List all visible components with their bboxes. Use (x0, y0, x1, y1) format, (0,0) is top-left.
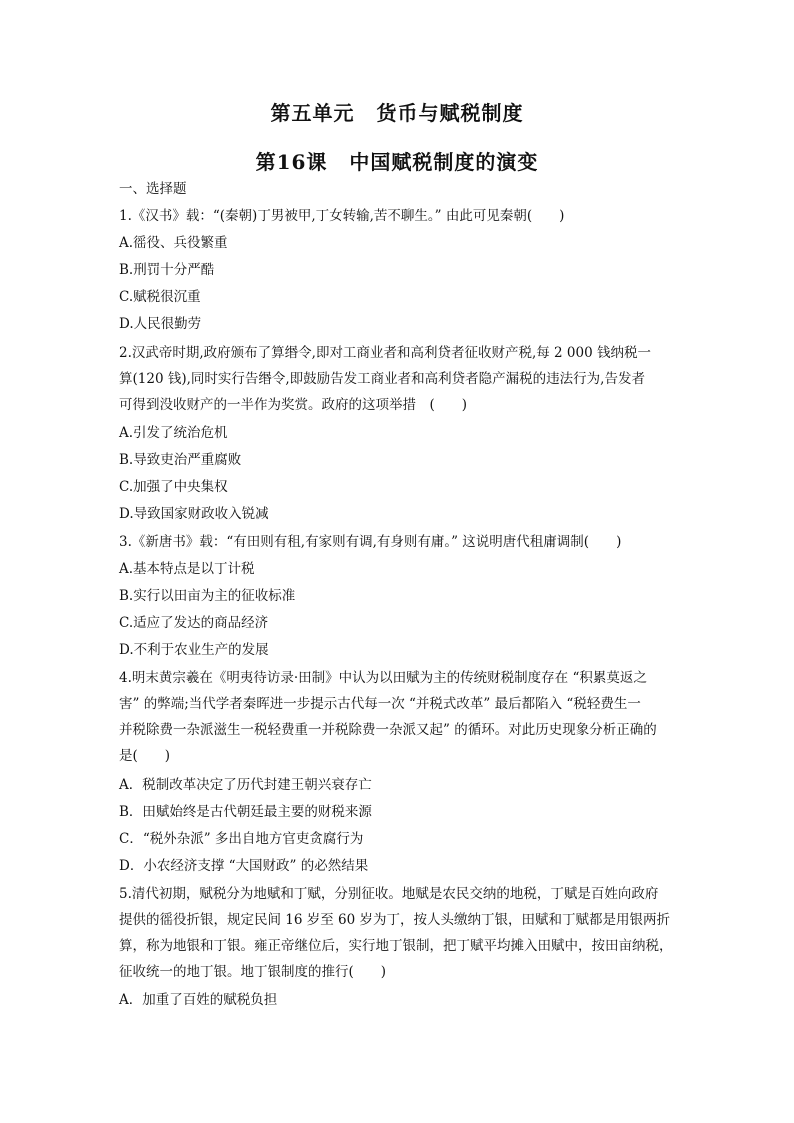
question-5-stem-line-4: 征收统一的地丁银。地丁银制度的推行( ) (119, 964, 387, 980)
question-3-option-d: D.不利于农业生产的发展 (119, 642, 269, 658)
question-1-option-b: B.刑罚十分严酷 (119, 262, 215, 278)
question-4-stem-line-1: 4.明末黄宗羲在《明夷待访录·田制》中认为以田赋为主的传统财税制度存在 “积累莫返之 (119, 670, 647, 686)
unit-name: 货币与赋税制度 (376, 101, 524, 125)
question-4-stem-line-2: 害” 的弊端;当代学者秦晖进一步提示古代每一次 “并税式改革” 最后都陷入 “税轻费生一 (119, 696, 641, 712)
question-2-option-d: D.导致国家财政收入锐减 (119, 506, 269, 522)
question-4-option-b: B．田赋始终是古代朝廷最主要的财税来源 (119, 804, 372, 820)
question-3-option-c: C.适应了发达的商品经济 (119, 615, 269, 631)
question-2-stem-line-2: 算(120 钱),同时实行告缗令,即鼓励告发工商业者和高利贷者隐产漏税的违法行为,告发者 (119, 371, 645, 387)
question-4-stem-line-3: 并税除费一杂派滋生一税轻费重一并税除费一杂派又起” 的循环。对此历史现象分析正确的 (119, 722, 657, 738)
question-3-option-b: B.实行以田亩为主的征收标准 (119, 588, 296, 604)
question-1-option-d: D.人民很勤劳 (119, 316, 202, 332)
question-2-stem-line-3: 可得到没收财产的一半作为奖赏。政府的这项举措 ( ) (119, 397, 468, 413)
question-5-stem-line-2: 提供的徭役折银，规定民间 16 岁至 60 岁为丁，按人头缴纳丁银，田赋和丁赋都是用银两折 (119, 912, 671, 928)
question-3-option-a: A.基本特点是以丁计税 (119, 561, 255, 577)
question-5-stem-line-1: 5.清代初期，赋税分为地赋和丁赋，分别征收。地赋是农民交纳的地税，丁赋是百姓向政府 (119, 886, 659, 902)
unit-number: 第五单元 (270, 101, 355, 125)
question-1-stem: 1.《汉书》载：“(秦朝)丁男被甲,丁女转输,苦不聊生。” 由此可见秦朝( ) (119, 208, 565, 224)
section-heading: 一、选择题 (119, 181, 187, 197)
question-1-option-a: A.徭役、兵役繁重 (119, 235, 228, 251)
question-3-stem: 3.《新唐书》载：“有田则有租,有家则有调,有身则有庸。” 这说明唐代租庸调制( ) (119, 534, 622, 550)
question-1-option-c: C.赋税很沉重 (119, 289, 201, 305)
question-4-stem-line-4: 是( ) (119, 748, 171, 764)
question-2-option-c: C.加强了中央集权 (119, 479, 228, 495)
question-2-option-b: B.导致吏治严重腐败 (119, 452, 242, 468)
lesson-name: 中国赋税制度的演变 (349, 150, 539, 174)
question-5-option-a: A．加重了百姓的赋税负担 (119, 992, 278, 1008)
unit-title (0, 97, 794, 126)
question-5-stem-line-3: 算，称为地银和丁银。雍正帝继位后，实行地丁银制，把丁赋平均摊入田赋中，按田亩纳税， (119, 938, 673, 954)
question-4-option-d: D．小农经济支撑 “大国财政” 的必然结果 (119, 858, 369, 874)
question-2-stem-line-1: 2.汉武帝时期,政府颁布了算缗令,即对工商业者和高利贷者征收财产税,每 2 000 钱纳税一 (119, 345, 651, 361)
question-4-option-a: A．税制改革决定了历代封建王朝兴衰存亡 (119, 777, 372, 793)
lesson-number: 第16课 (255, 150, 328, 174)
question-2-option-a: A.引发了统治危机 (119, 425, 228, 441)
lesson-title (0, 146, 794, 175)
question-4-option-c: C．“税外杂派” 多出自地方官吏贪腐行为 (119, 831, 364, 847)
